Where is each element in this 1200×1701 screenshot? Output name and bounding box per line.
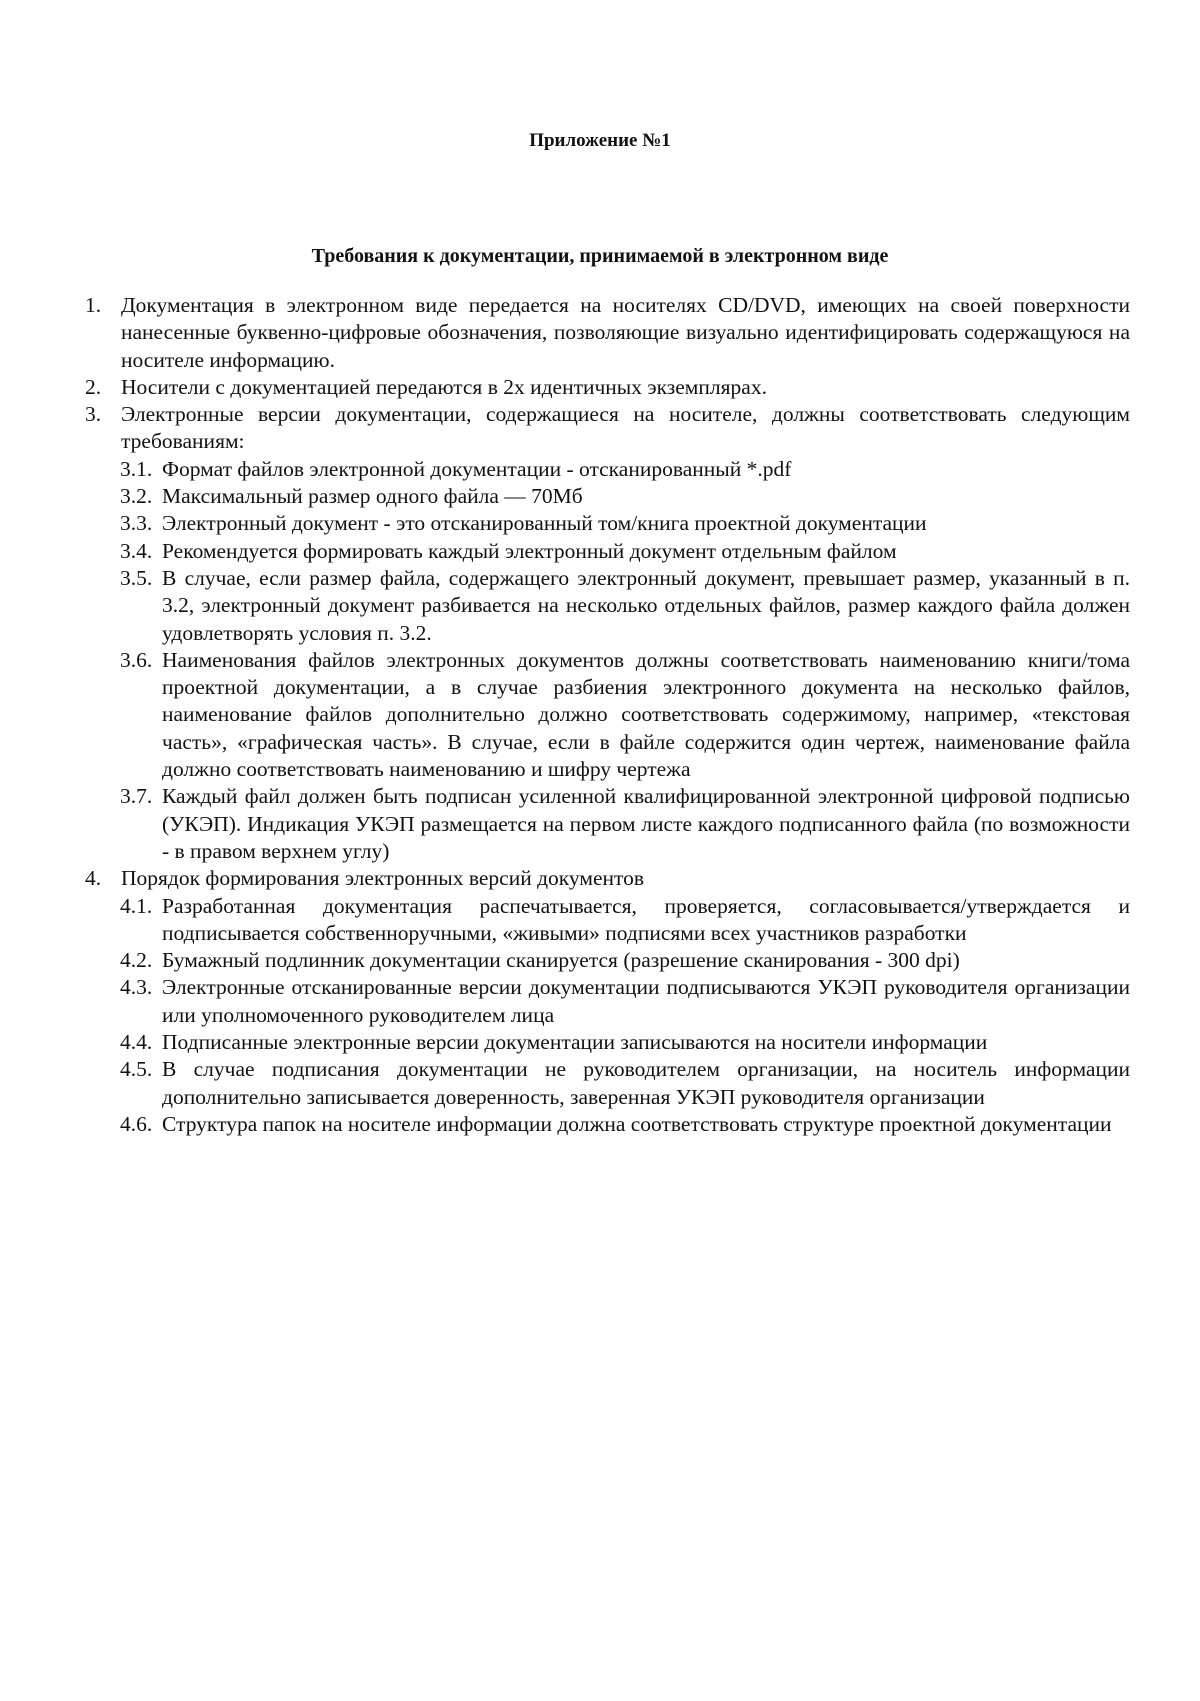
sub-list-item	[120, 893, 1130, 948]
sub-list-item	[120, 947, 1130, 974]
item-number: 1.	[85, 293, 102, 317]
sub-item-text: Подписанные электронные версии документации записываются на носители информации	[162, 1030, 988, 1055]
sub-list-item	[120, 647, 1130, 783]
sub-item-text: Разработанная документация распечатывается, проверяется, согласовывается/утверждается и подписывается собственноручными, «живыми» подписями всех участников разработки	[162, 893, 1130, 945]
sub-item-number: 3.7.	[120, 784, 153, 809]
item-text: Электронные версии документации, содержащиеся на носителе, должны соответствовать следующим требованиям:	[121, 402, 1130, 454]
list-item	[85, 374, 1130, 401]
sub-item-number: 3.5.	[120, 565, 153, 590]
sub-list-item	[120, 1029, 1130, 1056]
sub-list-item	[120, 565, 1130, 647]
sub-item-text: Электронный документ - это отсканированный том/книга проектной документации	[162, 511, 927, 536]
sub-item-number: 4.5.	[120, 1057, 153, 1082]
sub-list-item	[120, 456, 1130, 483]
sub-item-text: Рекомендуется формировать каждый электронный документ отдельным файлом	[162, 538, 897, 563]
sub-list-item	[120, 538, 1130, 565]
sub-item-text: В случае, если размер файла, содержащего электронный документ, превышает размер, указанный в п. 3.2, электронный документ разбивается на несколько отдельных файлов, размер каждого файла должен удовлетворять условия п. 3.2.	[162, 565, 1130, 645]
appendix-title: Приложение №1	[529, 130, 671, 151]
sub-item-text: Формат файлов электронной документации - отсканированный *.pdf	[162, 456, 792, 481]
list-item	[85, 401, 1130, 456]
sub-item-text: Каждый файл должен быть подписан усиленной квалифицированной электронной цифровой подписью (УКЭП). Индикация УКЭП размещается на первом листе каждого подписанного файла (по возможности - в правом верхнем углу)	[162, 784, 1130, 863]
sub-item-number: 3.2.	[120, 484, 153, 509]
list-item	[85, 292, 1130, 374]
list-item	[85, 865, 1130, 892]
sub-list	[120, 893, 1130, 1139]
sub-list	[120, 456, 1130, 865]
requirements-list	[85, 292, 1130, 1138]
sub-item-number: 4.1.	[120, 893, 153, 918]
sub-list-item	[120, 783, 1130, 865]
sub-list-item	[120, 1111, 1130, 1138]
document-heading: Требования к документации, принимаемой в электронном виде	[311, 245, 889, 267]
sub-item-text: Структура папок на носителе информации должна соответствовать структуре проектной документации	[162, 1111, 1112, 1136]
sub-item-number: 3.4.	[120, 538, 153, 563]
sub-list-item	[120, 1056, 1130, 1111]
item-text: Порядок формирования электронных версий документов	[121, 866, 645, 891]
sub-item-number: 4.4.	[120, 1030, 153, 1055]
item-number: 4.	[85, 866, 102, 891]
sub-item-number: 4.3.	[120, 975, 153, 1000]
sub-item-text: Бумажный подлинник документации сканируется (разрешение сканирования - 300 dpi)	[162, 948, 960, 973]
sub-item-number: 3.1.	[120, 456, 153, 481]
sub-item-text: Наименования файлов электронных документов должны соответствовать наименованию книги/тома проектной документации, а в случае разбиения электронного документа на несколько файлов, наименование файлов дополнительно должно соответствовать содержимому, например, «текстовая часть», «графическая часть». В случае, если в файле содержится один чертеж, наименование файла должно соответствовать наименованию и шифру чертежа	[162, 647, 1130, 782]
item-text: Носители с документацией передаются в 2х идентичных экземплярах.	[121, 374, 767, 399]
sub-item-number: 3.3.	[120, 511, 153, 536]
sub-item-number: 3.6.	[120, 647, 153, 672]
item-number: 3.	[85, 402, 102, 427]
item-text: Документация в электронном виде передается на носителях CD/DVD, имеющих на своей поверхности нанесенные буквенно-цифровые обозначения, позволяющие визуально идентифицировать содержащуюся на носителе информацию.	[121, 293, 1130, 372]
item-number: 2.	[85, 374, 102, 399]
sub-item-text: В случае подписания документации не руководителем организации, на носитель информации дополнительно записывается доверенность, заверенная УКЭП руководителя организации	[162, 1057, 1130, 1109]
sub-list-item	[120, 510, 1130, 537]
sub-list-item	[120, 483, 1130, 510]
sub-item-number: 4.6.	[120, 1111, 153, 1136]
sub-item-number: 4.2.	[120, 948, 153, 973]
sub-list-item	[120, 974, 1130, 1029]
sub-item-text: Максимальный размер одного файла — 70Мб	[162, 484, 583, 509]
sub-item-text: Электронные отсканированные версии документации подписываются УКЭП руководителя организации или уполномоченного руководителем лица	[162, 975, 1130, 1027]
